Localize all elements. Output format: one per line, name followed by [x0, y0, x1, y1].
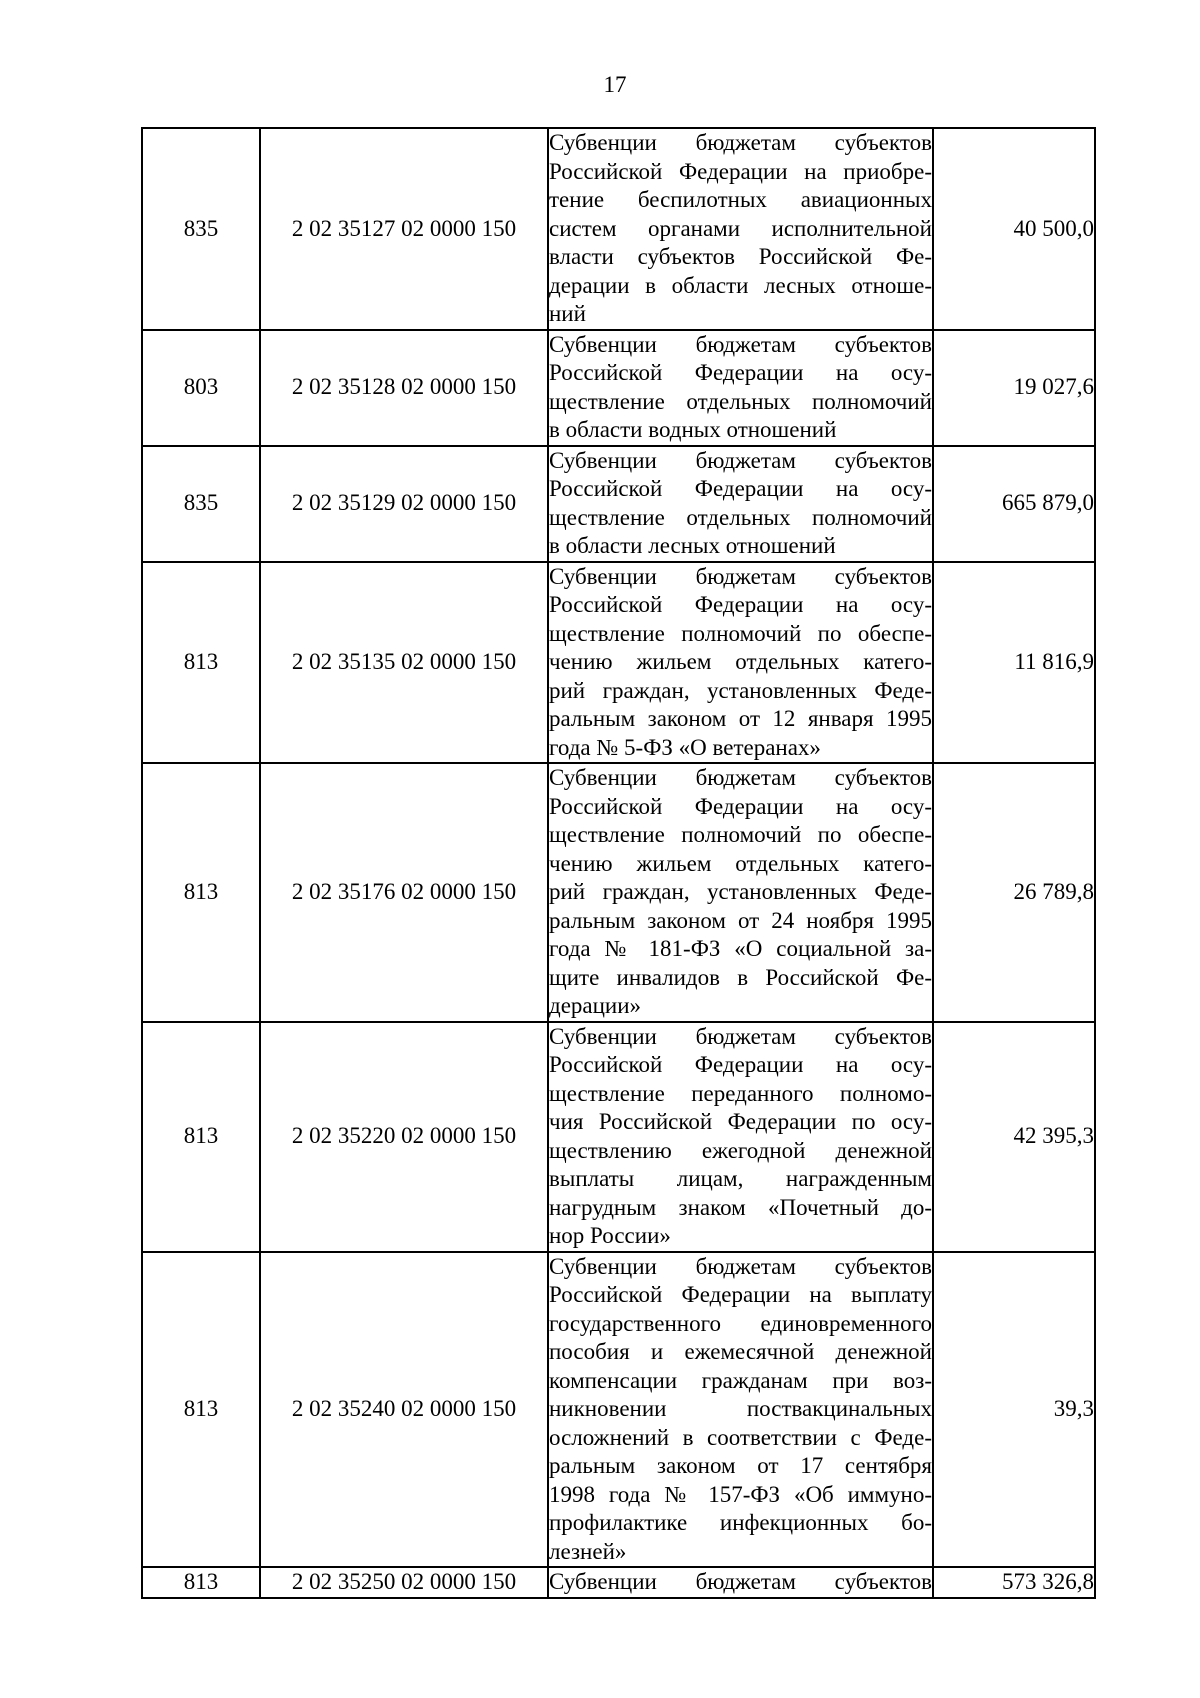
description-line: нор России»: [549, 1223, 671, 1248]
description-cell: [548, 1022, 933, 1252]
admin-code-cell: 813: [142, 1252, 260, 1568]
table-row: [142, 330, 1095, 446]
table-body: [142, 128, 1095, 1598]
description-line: Российской Федерации на осу-: [549, 360, 932, 385]
amount-cell: 40 500,0: [933, 128, 1095, 330]
admin-code-cell: 813: [142, 763, 260, 1022]
revenue-code-cell: 2 02 35240 02 0000 150: [260, 1252, 548, 1568]
description-line: чению жильем отдельных катего-: [549, 649, 932, 674]
description-cell: [548, 128, 933, 330]
amount-cell: 42 395,3: [933, 1022, 1095, 1252]
description-cell: [548, 1252, 933, 1568]
description-line: выплаты лицам, награжденным: [549, 1166, 932, 1191]
revenue-code-cell: 2 02 35176 02 0000 150: [260, 763, 548, 1022]
table-row: [142, 1022, 1095, 1252]
description-cell: [548, 562, 933, 764]
description-line: ральным законом от 17 сентября: [549, 1453, 932, 1478]
description-line: чия Российской Федерации по осу-: [549, 1109, 932, 1134]
description-line: тение беспилотных авиационных: [549, 187, 932, 212]
description-line: Субвенции бюджетам субъектов: [549, 563, 932, 589]
table-row: [142, 446, 1095, 562]
description-line: систем органами исполнительной: [549, 215, 932, 241]
description-line: Субвенции бюджетам субъектов: [549, 447, 932, 473]
description-line: ществлению ежегодной денежной: [549, 1137, 932, 1163]
description-line: Российской Федерации на осу-: [549, 476, 932, 501]
description-line: Субвенции бюджетам субъектов: [549, 1253, 932, 1279]
admin-code-cell: 835: [142, 446, 260, 562]
revenue-code-cell: 2 02 35129 02 0000 150: [260, 446, 548, 562]
description-cell: [548, 763, 933, 1022]
revenue-code-cell: 2 02 35127 02 0000 150: [260, 128, 548, 330]
admin-code-cell: 803: [142, 330, 260, 446]
admin-code-cell: 813: [142, 1022, 260, 1252]
description-line: государственного единовременного: [549, 1310, 932, 1336]
table-row: [142, 763, 1095, 1022]
budget-table: [141, 127, 1096, 1599]
description-line: Российской Федерации на осу-: [549, 793, 932, 819]
table-row: [142, 128, 1095, 330]
description-cell: [548, 446, 933, 562]
revenue-code-cell: 2 02 35128 02 0000 150: [260, 330, 548, 446]
description-line: ществление переданного полномо-: [549, 1080, 932, 1106]
revenue-code-cell: 2 02 35220 02 0000 150: [260, 1022, 548, 1252]
description-cell: [548, 1567, 933, 1598]
description-line: дерации в области лесных отноше-: [549, 272, 932, 298]
description-line: власти субъектов Российской Фе-: [549, 244, 932, 269]
description-line: ральным законом от 24 ноября 1995: [549, 907, 932, 933]
description-cell: [548, 330, 933, 446]
description-line: рий граждан, установленных Феде-: [549, 879, 932, 904]
page-number: 17: [603, 72, 627, 97]
amount-cell: 19 027,6: [933, 330, 1095, 446]
description-line: щите инвалидов в Российской Фе-: [549, 964, 932, 990]
description-line: ществление полномочий по обеспе-: [549, 620, 932, 646]
description-line: Субвенции бюджетам субъектов: [549, 765, 932, 790]
description-line: нагрудным знаком «Почетный до-: [549, 1194, 932, 1220]
description-line: дерации»: [549, 993, 642, 1018]
admin-code-cell: 835: [142, 128, 260, 330]
revenue-code-cell: 2 02 35250 02 0000 150: [260, 1567, 548, 1598]
amount-cell: 665 879,0: [933, 446, 1095, 562]
description-line: Субвенции бюджетам субъектов: [549, 1023, 932, 1049]
revenue-code-cell: 2 02 35135 02 0000 150: [260, 562, 548, 764]
description-line: Субвенции бюджетам субъектов: [549, 130, 932, 155]
description-line: ральным законом от 12 января 1995: [549, 706, 932, 731]
description-line: года № 181-ФЗ «О социальной за-: [549, 936, 932, 961]
description-line: Российской Федерации на выплату: [549, 1282, 932, 1307]
description-line: компенсации гражданам при воз-: [549, 1367, 932, 1393]
description-line: профилактике инфекционных бо-: [549, 1510, 932, 1535]
description-line: лезней»: [549, 1538, 627, 1564]
table-row: [142, 562, 1095, 764]
admin-code-cell: 813: [142, 1567, 260, 1598]
description-line: пособия и ежемесячной денежной: [549, 1339, 932, 1364]
description-line: ществление полномочий по обеспе-: [549, 822, 932, 847]
description-line: осложнений в соответствии с Феде-: [549, 1424, 932, 1450]
description-line: Российской Федерации на осу-: [549, 1052, 932, 1077]
description-line: ний: [549, 301, 586, 326]
description-line: чению жильем отдельных катего-: [549, 850, 932, 876]
description-line: Субвенции бюджетам субъектов: [549, 331, 932, 357]
amount-cell: 26 789,8: [933, 763, 1095, 1022]
description-line: 1998 года № 157-ФЗ «Об иммуно-: [549, 1481, 932, 1507]
description-line: ществление отдельных полномочий: [549, 504, 932, 530]
description-line: рий граждан, установленных Феде-: [549, 677, 932, 703]
description-line: Российской Федерации на приобре-: [549, 158, 932, 184]
table-row: [142, 1252, 1095, 1568]
amount-cell: 39,3: [933, 1252, 1095, 1568]
description-line: года № 5-ФЗ «О ветеранах»: [549, 734, 821, 760]
admin-code-cell: 813: [142, 562, 260, 764]
table-row: [142, 1567, 1095, 1598]
description-line: в области водных отношений: [549, 417, 837, 442]
description-line: Субвенции бюджетам субъектов: [549, 1569, 932, 1594]
amount-cell: 573 326,8: [933, 1567, 1095, 1598]
description-line: никновении поствакцинальных: [549, 1396, 932, 1421]
description-line: Российской Федерации на осу-: [549, 592, 932, 617]
description-line: в области лесных отношений: [549, 533, 836, 558]
description-line: ществление отдельных полномочий: [549, 388, 932, 414]
amount-cell: 11 816,9: [933, 562, 1095, 764]
